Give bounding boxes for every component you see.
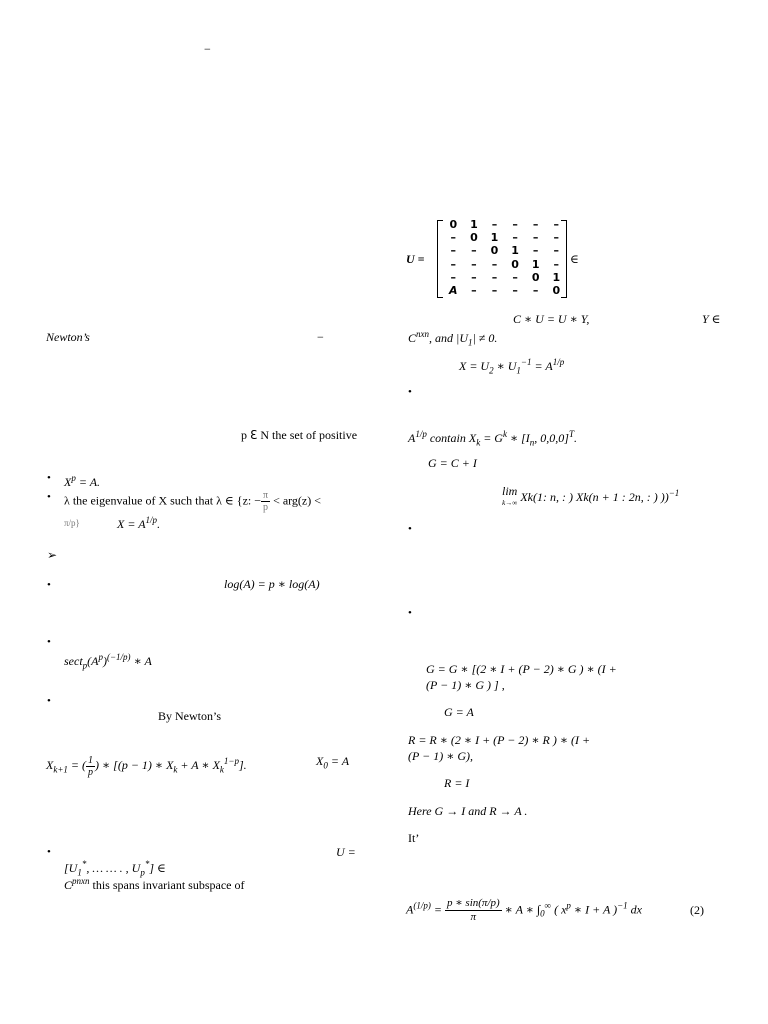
dash-mark-2: −: [317, 330, 324, 344]
integral-equation: $A^{(1/p)}$ = $\frac{p ∗ \sin(\pi/p)}{\pi}$ ∗ A ∗ $\int_0^\infty$ ( $x^p$ ∗ I + A )$^{-1}$ dx: [406, 897, 642, 923]
matrix-cell: –: [512, 270, 518, 284]
matrix-cell: –: [512, 218, 518, 231]
convergence-statement: Here G → I and R → A .: [408, 804, 528, 818]
lambda-condition-line2: π/p}: [64, 518, 80, 528]
matrix-row: [443, 271, 567, 284]
matrix-cell: –: [491, 257, 498, 271]
matrix-cell: –: [553, 231, 560, 245]
matrix-cell: –: [532, 283, 539, 297]
x-solution-equation: $X = U_2$ ∗ $U_1^{-1} = A^{1/p}$: [459, 357, 565, 376]
bullet-icon: •: [408, 607, 412, 619]
g-update-line1: G = G ∗ [(2 ∗ I + (P − 2) ∗ G ) ∗ (I +: [426, 662, 617, 676]
matrix-cell: 0: [531, 270, 540, 284]
newton-label: Newton’s: [46, 330, 90, 344]
matrix-cell: –: [471, 270, 477, 284]
matrix-cell: –: [450, 244, 457, 258]
spans-invariant-subspace-text: $C^{pnxn}$ this spans invariant subspace of: [64, 876, 245, 892]
matrix-row: [443, 258, 567, 271]
matrix-cell: 1: [470, 218, 478, 231]
matrix-cell: 1: [511, 244, 519, 258]
bullet-icon: •: [408, 523, 412, 535]
matrix-cell: –: [471, 257, 477, 271]
y-in-label: Y ∈: [702, 312, 721, 326]
matrix-cell: –: [553, 218, 560, 231]
bullet-icon: •: [47, 472, 51, 484]
matrix-cell: –: [512, 231, 518, 245]
matrix-row: [443, 284, 567, 297]
matrix-cell: –: [491, 283, 498, 297]
matrix-cell: –: [553, 257, 560, 271]
its-text: It’: [408, 831, 420, 845]
newton-iteration-equation: $X_{k+1}$ = ( $\frac{1}{p}$ ) ∗ [(p − 1) ∗ $X_k + A$ ∗ $X_k^{1-p}$].: [46, 754, 247, 778]
matrix-cell: –: [491, 270, 498, 284]
r-update-line1: R = R ∗ (2 ∗ I + (P − 2) ∗ R ) ∗ (I +: [408, 733, 591, 747]
r-initial: R = I: [444, 776, 470, 790]
matrix-cell: 1: [552, 270, 561, 284]
matrix-row: [443, 218, 567, 231]
x-equals-a-root: $X = A^{1/p}$.: [117, 515, 161, 531]
matrix-cell: –: [471, 283, 477, 297]
arrow-bullet-icon: ➢: [47, 548, 58, 562]
matrix-cell: A: [449, 283, 458, 297]
p-in-naturals-text: p ℇ N the set of positive: [241, 428, 358, 442]
matrix-cell: 0: [470, 231, 478, 245]
lambda-condition-line1: λ the eigenvalue of X such that λ ∈ {z: − $\frac{\pi}{p}$ < arg(z) <: [64, 490, 322, 513]
equation-number: (2): [690, 903, 704, 917]
a-contain-xk: $A^{1/p}$ contain $X_k = G^k$ ∗ [$I_n$, 0,0,0]$^T$.: [408, 429, 577, 448]
matrix-cell: –: [532, 218, 539, 231]
sect-expression: $\sec t_p(A^p)^{(-1/p)}$ ∗ A: [64, 652, 152, 671]
u-matrix: [405, 218, 580, 300]
g-initial: G = A: [444, 705, 474, 719]
r-update-line2: (P − 1) ∗ G),: [408, 749, 474, 763]
u-vector: [$U_1^*$, … … . , $U_p^*$] ∈: [64, 859, 166, 878]
matrix-cell: 0: [449, 218, 458, 231]
u-matrix-label: U =: [406, 252, 425, 266]
matrix-cell: 0: [552, 283, 561, 297]
element-of-symbol: ∈: [570, 252, 579, 266]
matrix-cell: –: [471, 244, 477, 258]
bullet-icon: •: [408, 386, 412, 398]
bullet-icon: •: [47, 846, 51, 858]
matrix-cell: –: [450, 257, 457, 271]
matrix-cell: –: [532, 244, 539, 258]
log-equation: log(A) = p ∗ log(A): [224, 577, 320, 591]
limit-expression: lim k→∞ Xk(1: n, : ) Xk(n + 1 : 2n, : ) ))$^{-1}$: [502, 484, 680, 507]
dash-mark: −: [204, 42, 211, 56]
matrix-grid: [443, 218, 567, 297]
initial-value: $X_0 = A$: [316, 754, 350, 771]
bullet-icon: •: [47, 579, 51, 591]
xp-equals-a: $X^p = A$.: [64, 473, 101, 489]
cu-equation: C ∗ U = U ∗ Y,: [513, 312, 590, 326]
matrix-cell: –: [450, 270, 457, 284]
u-equals-label: U =: [336, 845, 356, 859]
matrix-row: [443, 231, 567, 244]
g-update-line2: (P − 1) ∗ G ) ] ,: [426, 678, 505, 692]
bullet-icon: •: [47, 491, 51, 503]
bullet-icon: •: [47, 695, 51, 707]
matrix-cell: 1: [490, 231, 499, 245]
matrix-cell: 0: [490, 244, 499, 258]
cnxn-condition: $C^{nxn}$, and $|U_1| \ne 0$.: [408, 329, 498, 348]
matrix-cell: 0: [511, 257, 519, 271]
matrix-cell: –: [532, 231, 539, 245]
matrix-row: [443, 244, 567, 257]
by-newton-text: By Newton’s: [158, 709, 221, 723]
matrix-cell: –: [553, 244, 560, 258]
matrix-cell: –: [450, 231, 457, 245]
bullet-icon: •: [47, 636, 51, 648]
matrix-cell: –: [491, 218, 498, 231]
matrix-cell: 1: [531, 257, 540, 271]
g-definition: G = C + I: [428, 456, 477, 470]
matrix-cell: –: [512, 283, 518, 297]
matrix-right-bracket: [561, 220, 567, 298]
